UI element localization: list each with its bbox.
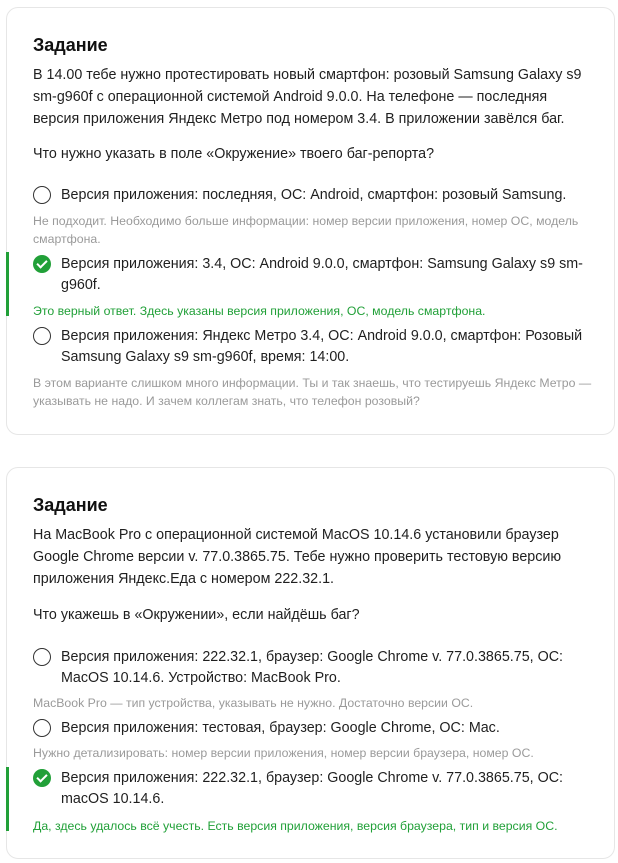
task-description: В 14.00 тебе нужно протестировать новый смартфон: розовый Samsung Galaxy s9 sm-g960f с операционной системой Android 9.0.0. На телефоне — последняя версия приложения Яндекс Метро под номером 3.4. В приложении завёлся баг. bbox=[33, 67, 582, 127]
task-title: Задание bbox=[33, 495, 108, 515]
radio-unchecked-icon[interactable] bbox=[33, 327, 51, 345]
answer-label: Версия приложения: 222.32.1, браузер: Google Chrome v. 77.0.3865.75, ОС: macOS 10.14.6. bbox=[61, 770, 564, 807]
radio-unchecked-icon[interactable] bbox=[33, 648, 51, 666]
task-card-2 bbox=[6, 467, 615, 859]
answer-option-3[interactable] bbox=[33, 326, 593, 368]
answer-option-1[interactable] bbox=[33, 185, 593, 206]
answer-feedback-correct: Да, здесь удалось всё учесть. Есть версия приложения, версия браузера, тип и версия ОС. bbox=[33, 819, 558, 833]
answer-feedback: Не подходит. Необходимо больше информации: номер версии приложения, номер ОС, модель смартфона. bbox=[33, 214, 579, 246]
task-card-1 bbox=[6, 7, 615, 435]
radio-checked-icon[interactable] bbox=[33, 255, 51, 273]
answer-option-2[interactable] bbox=[33, 718, 593, 739]
radio-checked-icon[interactable] bbox=[33, 769, 51, 787]
answer-label: Версия приложения: 222.32.1, браузер: Google Chrome v. 77.0.3865.75, ОС: MacOS 10.14.6. Устройство: MacBook Pro. bbox=[61, 649, 564, 686]
task-question: Что укажешь в «Окружении», если найдёшь баг? bbox=[33, 607, 360, 623]
answer-feedback: MacBook Pro — тип устройства, указывать не нужно. Достаточно версии ОС. bbox=[33, 696, 474, 710]
answer-feedback: Нужно детализировать: номер версии приложения, номер версии браузера, номер ОС. bbox=[33, 746, 534, 760]
correct-answer-bar bbox=[6, 767, 9, 831]
answer-option-2[interactable] bbox=[33, 254, 593, 296]
answer-label: Версия приложения: последняя, ОС: Android, смартфон: розовый Samsung. bbox=[61, 187, 567, 203]
task-description: На MacBook Pro с операционной системой MacOS 10.14.6 установили браузер Google Chrome версии v. 77.0.3865.75. Тебе нужно проверить тестовую версию приложения Яндекс.Еда с номером 222.32.1. bbox=[33, 527, 562, 587]
answer-feedback-correct: Это верный ответ. Здесь указаны версия приложения, ОС, модель смартфона. bbox=[33, 304, 486, 318]
answer-option-1[interactable] bbox=[33, 647, 593, 689]
answer-label: Версия приложения: Яндекс Метро 3.4, ОС: Android 9.0.0, смартфон: Розовый Samsung Galaxy s9 sm-g960f, время: 14:00. bbox=[61, 328, 583, 365]
answer-feedback: В этом варианте слишком много информации. Ты и так знаешь, что тестируешь Яндекс Метро — указывать не надо. И зачем коллегам знать, что телефон розовый? bbox=[33, 376, 592, 408]
answer-label: Версия приложения: тестовая, браузер: Google Chrome, ОС: Mac. bbox=[61, 720, 500, 736]
radio-unchecked-icon[interactable] bbox=[33, 186, 51, 204]
answer-label: Версия приложения: 3.4, ОС: Android 9.0.0, смартфон: Samsung Galaxy s9 sm-g960f. bbox=[61, 256, 583, 293]
radio-unchecked-icon[interactable] bbox=[33, 719, 51, 737]
task-question: Что нужно указать в поле «Окружение» твоего баг-репорта? bbox=[33, 146, 435, 162]
answer-option-3[interactable] bbox=[33, 768, 593, 810]
task-title: Задание bbox=[33, 35, 108, 55]
correct-answer-bar bbox=[6, 252, 9, 316]
